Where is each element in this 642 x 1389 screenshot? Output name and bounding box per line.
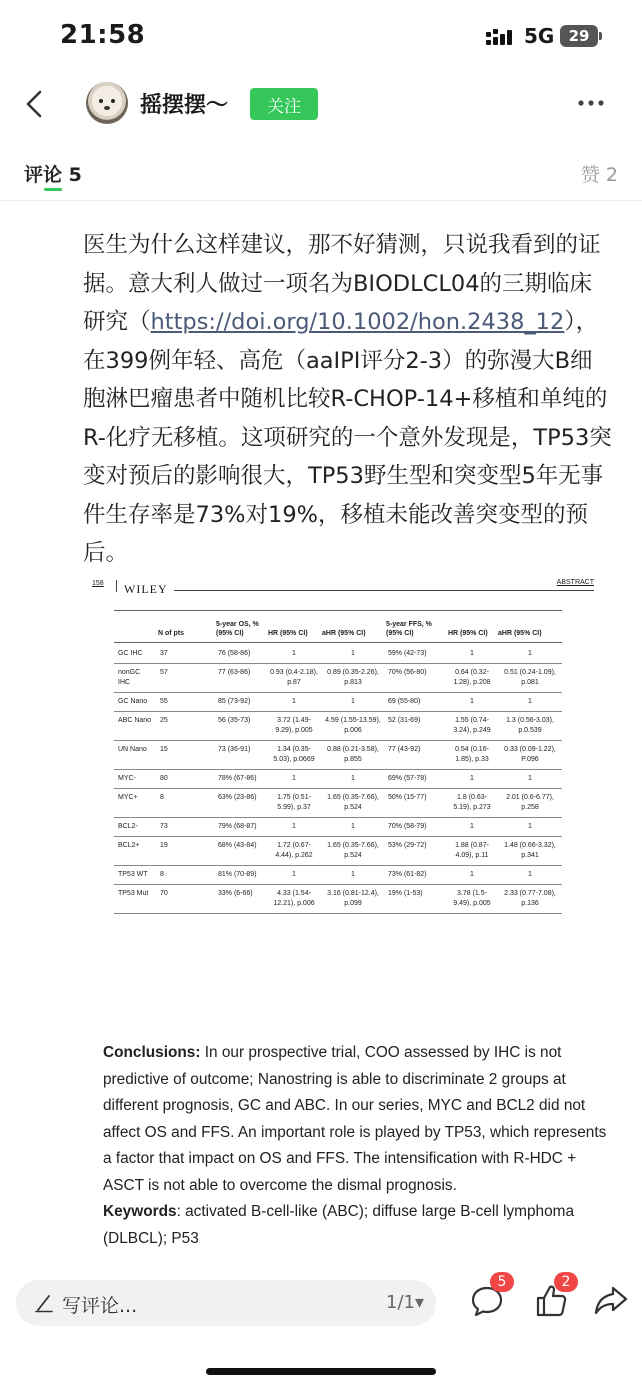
table-cell: 0.88 (0.21-3.58), p.855 [320, 741, 384, 770]
table-cell: 1 [320, 770, 384, 789]
pen-icon [34, 1293, 54, 1313]
table-header: HR (95% CI) [266, 620, 320, 643]
table-row [114, 693, 562, 712]
table-cell: 1 [496, 866, 562, 885]
table-cell: 50% (15-77) [384, 789, 446, 818]
paper-page-number: 158 [92, 580, 104, 587]
table-cell: 81% (70-89) [214, 866, 266, 885]
conclusions-text: In our prospective trial, COO assessed by IHC is not predictive of outcome; Nanostring is able to discriminate 2 groups at different prognosis, GC and ABC. In our series, MYC and BCL2 did not affect OS and FFS. An important role is played by TP53, which represents a factor that impact on OS and FFS. The intensification with R-HDC + ASCT is not able to overcome the dismal prognosis. [103, 1044, 607, 1194]
table-cell: 0.51 (0.24-1.09), p.081 [496, 664, 562, 693]
table-cell: 15 [156, 741, 214, 770]
table-row [114, 837, 562, 866]
tab-comments[interactable]: 评论 5 [24, 164, 82, 186]
table-row [114, 885, 562, 914]
table-cell: 0.89 (0.35-2.26), p.813 [320, 664, 384, 693]
table-body [114, 643, 562, 914]
table-cell: 0.93 (0.4-2.18), p.87 [266, 664, 320, 693]
table-cell: 1 [446, 866, 496, 885]
table-row [114, 818, 562, 837]
table-cell: 1.88 (0.87-4.09), p.11 [446, 837, 496, 866]
table-cell: 1.72 (0.67-4.44), p.262 [266, 837, 320, 866]
table-cell: 1 [266, 693, 320, 712]
table-cell: nonGC IHC [114, 664, 156, 693]
table-cell: 3.72 (1.49-9.29), p.005 [266, 712, 320, 741]
table-cell: 1 [266, 643, 320, 664]
publisher-logo: WILEY [124, 582, 168, 596]
table-row [114, 770, 562, 789]
table-cell: 1 [496, 770, 562, 789]
table-cell: BCL2+ [114, 837, 156, 866]
table-cell: 73 [156, 818, 214, 837]
conclusions-block [103, 1040, 609, 1252]
bottom-action-bar [0, 1270, 642, 1340]
table-cell: 52 (31-69) [384, 712, 446, 741]
keywords-text: : activated B-cell-like (ABC); diffuse large B-cell lymphoma (DLBCL); P53 [103, 1203, 575, 1247]
table-cell: 1 [446, 770, 496, 789]
table-cell: 1 [496, 693, 562, 712]
paper-header-rule [174, 590, 594, 591]
table-cell: 1 [320, 818, 384, 837]
table-cell: 3.16 (0.81-12.4), p.099 [320, 885, 384, 914]
table-header: aHR (95% CI) [320, 620, 384, 643]
table-cell: UN Nano [114, 741, 156, 770]
table-cell: 53% (29-72) [384, 837, 446, 866]
table-header: 5-year FFS, % (95% CI) [384, 620, 446, 643]
conclusions-label: Conclusions: [103, 1044, 201, 1061]
table-header: N of pts [156, 620, 214, 643]
table-cell: ABC Nano [114, 712, 156, 741]
table-cell: 69 (55-80) [384, 693, 446, 712]
table-cell: 8 [156, 866, 214, 885]
battery-icon: 29 [560, 25, 598, 47]
table-cell: 63% (23-86) [214, 789, 266, 818]
table-cell: 19% (1-53) [384, 885, 446, 914]
table-cell: 69% (57-78) [384, 770, 446, 789]
table-cell: 70% (58-79) [384, 818, 446, 837]
tab-bar [0, 150, 642, 201]
back-arrow-icon[interactable] [18, 86, 54, 122]
table-cell: 1 [496, 818, 562, 837]
table-cell: 73% (61-82) [384, 866, 446, 885]
table-cell: 1 [446, 818, 496, 837]
table-row [114, 789, 562, 818]
table-cell: 1.48 (0.66-3.32), p.341 [496, 837, 562, 866]
table-cell: 1.8 (0.63-5.19), p.273 [446, 789, 496, 818]
share-icon[interactable] [594, 1284, 628, 1316]
table-cell: 0.33 (0.09-1.22), P.096 [496, 741, 562, 770]
table-cell: 33% (6-66) [214, 885, 266, 914]
username[interactable]: 摇摆摆～ [140, 93, 229, 118]
table-header: HR (95% CI) [446, 620, 496, 643]
table-cell: 19 [156, 837, 214, 866]
comment-text-part-2: ），在399例年轻、高危（aaIPI评分2-3）的弥漫大B细胞淋巴瘤患者中随机比较R-CHOP-14+移植和单纯的R-化疗无移植。这项研究的一个意外发现是，TP53突变对预后的影响很大，TP53野生型和突变型5年无事件生存率是73%对19%，移植未能改善突变型的预后。 [83, 309, 612, 566]
table-cell: 73 (36-91) [214, 741, 266, 770]
nav-bar [0, 72, 642, 140]
table-header: aHR (95% CI) [496, 620, 562, 643]
table-cell: 3.78 (1.5-9.49), p.005 [446, 885, 496, 914]
table-cell: 1 [266, 770, 320, 789]
table-cell: 68% (43-84) [214, 837, 266, 866]
table-cell: MYC- [114, 770, 156, 789]
paper-image[interactable] [88, 576, 608, 976]
comment-body [83, 226, 613, 573]
table-cell: 25 [156, 712, 214, 741]
table-cell: GC IHC [114, 643, 156, 664]
comment-count-badge: 5 [490, 1272, 514, 1292]
table-cell: 1 [496, 643, 562, 664]
table-cell: 2.33 (0.77-7.08), p.136 [496, 885, 562, 914]
results-table [114, 620, 562, 914]
status-bar [0, 0, 642, 72]
table-cell: 78% (67-86) [214, 770, 266, 789]
network-type: 5G [524, 24, 555, 48]
table-cell: 77 (43-92) [384, 741, 446, 770]
comment-text-part-1: 医生为什么这样建议，那不好猜测，只说我看到的证据。意大利人做过一项名为BIODLCL04的三期临床研究（ [83, 232, 601, 335]
table-cell: 1 [446, 643, 496, 664]
table-cell: 77 (63-86) [214, 664, 266, 693]
table-header-row [114, 620, 562, 643]
comment-placeholder: 写评论... [62, 1295, 138, 1317]
table-cell: 56 (35-73) [214, 712, 266, 741]
like-count-badge: 2 [554, 1272, 578, 1292]
table-cell: 4.33 (1.54-12.21), p.006 [266, 885, 320, 914]
table-header [114, 620, 156, 643]
table-cell: 1 [320, 693, 384, 712]
table-cell: 1.75 (0.51-5.99), p.37 [266, 789, 320, 818]
table-header: 5-year OS, % (95% CI) [214, 620, 266, 643]
table-row [114, 664, 562, 693]
tab-active-indicator [44, 188, 62, 191]
table-cell: 70 [156, 885, 214, 914]
table-cell: 1 [266, 818, 320, 837]
table-cell: 80 [156, 770, 214, 789]
table-row [114, 741, 562, 770]
table-cell: 1.3 (0.56-3.03), p.0.539 [496, 712, 562, 741]
table-cell: 8 [156, 789, 214, 818]
doi-link[interactable]: https://doi.org/10.1002/hon.2438_12 [150, 309, 565, 335]
table-cell: MYC+ [114, 789, 156, 818]
signal-icon [486, 29, 518, 45]
avatar[interactable] [86, 82, 128, 124]
follow-button[interactable]: 关注 [250, 88, 318, 120]
table-cell: BCL2- [114, 818, 156, 837]
table-cell: 70% (56-80) [384, 664, 446, 693]
table-cell: 1 [320, 866, 384, 885]
table-cell: 2.01 (0.6-6.77), p.258 [496, 789, 562, 818]
table-cell: 1 [266, 866, 320, 885]
table-top-rule [114, 610, 562, 611]
table-cell: 85 (73-92) [214, 693, 266, 712]
table-cell: 79% (68-87) [214, 818, 266, 837]
table-cell: 1.34 (0.35-5.03), p.0669 [266, 741, 320, 770]
table-row [114, 643, 562, 664]
table-cell: TP53 Mut [114, 885, 156, 914]
table-cell: 0.54 (0.16-1.85), p.33 [446, 741, 496, 770]
table-cell: 0.64 (0.32-1.28), p.208 [446, 664, 496, 693]
comment-input[interactable] [16, 1280, 436, 1326]
table-cell: 59% (42-73) [384, 643, 446, 664]
table-cell: GC Nano [114, 693, 156, 712]
table-row [114, 866, 562, 885]
paper-header [88, 576, 608, 598]
more-options-icon[interactable] [578, 98, 604, 108]
table-cell: 1.65 (0.35-7.66), p.524 [320, 789, 384, 818]
keywords-label: Keywords [103, 1203, 177, 1220]
table-cell: 4.59 (1.55-13.59), p.006 [320, 712, 384, 741]
page-indicator[interactable]: 1/1▾ [386, 1292, 425, 1313]
table-cell: 1.55 (0.74-3.24), p.249 [446, 712, 496, 741]
home-indicator[interactable] [206, 1368, 436, 1375]
table-cell: 1 [320, 643, 384, 664]
table-row [114, 712, 562, 741]
tab-likes[interactable]: 赞 2 [580, 164, 618, 186]
status-time: 21:58 [60, 20, 146, 50]
table-cell: 55 [156, 693, 214, 712]
table-cell: 1 [446, 693, 496, 712]
table-cell: 37 [156, 643, 214, 664]
table-cell: TP53 WT [114, 866, 156, 885]
paper-divider [116, 580, 117, 592]
table-cell: 76 (58-86) [214, 643, 266, 664]
table-cell: 1.65 (0.35-7.66), p.524 [320, 837, 384, 866]
table-cell: 57 [156, 664, 214, 693]
paper-section-label: ABSTRACT [556, 579, 594, 586]
